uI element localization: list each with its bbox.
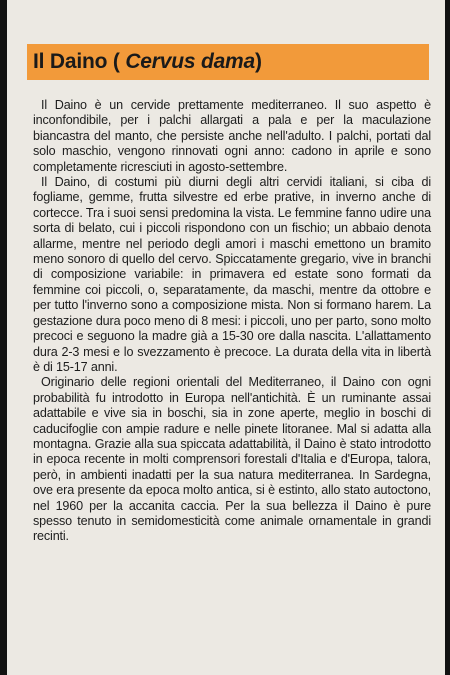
paragraph-behavior: Il Daino, di costumi più diurni degli altri cervidi italiani, si ciba di fogliame, gemme, frutta silvestre ed erbe prative, in inverno anche di cortecce. Tra i suoi sensi predomina la vista. Le femmine fanno udire una sorta di belato, cui i piccoli rispondono con un fischio; un abbaio denota allarme, mentre nel periodo degli amori i maschi emettono un bramito meno sonoro di quello del cervo. Spiccatamente gregario, vive in branchi di composizione variabile: in primavera ed estate sono formati da femmine coi piccoli, o, separatamente, da maschi, mentre da ottobre e per tutto l'inverno sono a composizione mista. Non si formano harem. La gestazione dura poco meno di 8 mesi: i piccoli, uno per parto, sono molto precoci e seguono la madre già a 15-30 ore dalla nascita. L'allattamento dura 2-3 mesi e lo svezzamento è precoce. La durata della vita in libertà è di 15-17 anni. [33, 175, 431, 374]
title-bar [27, 44, 429, 80]
title-common-name: Il Daino ( [33, 50, 126, 73]
title-scientific-name: Cervus dama [125, 50, 256, 73]
page-title [33, 50, 262, 74]
title-suffix: ) [255, 50, 262, 73]
paragraph-description: Il Daino è un cervide prettamente mediterraneo. Il suo aspetto è inconfondibile, per i palchi allargati a pala e per la maculazione biancastra del manto, che persiste anche nell'adulto. I palchi, portati dal solo maschio, vengono rinnovati ogni anno: cadono in aprile e sono completamente ricresciuti in agosto-settembre. [33, 98, 431, 174]
paragraph-distribution: Originario delle regioni orientali del Mediterraneo, il Daino con ogni probabilità fu introdotto in Europa nell'antichità. È un ruminante assai adattabile e vive sia in boschi, sia in zone aperte, meglio in boschi di caducifoglie con ampie radure e nelle pinete litoranee. Mal si adatta alla montagna. Grazie alla sua spiccata adattabilità, il Daino è stato introdotto in epoca recente in molti comprensori forestali d'Italia e d'Europa, talora, però, in ambienti inadatti per la sua natura mediterranea. In Sardegna, ove era presente da epoca molto antica, si è estinto, allo stato autoctono, nel 1960 per la accanita caccia. Per la sua bellezza il Daino è pure spesso tenuto in semidomesticità come animale ornamentale in grandi recinti. [33, 375, 431, 544]
body-text [33, 98, 431, 545]
info-panel [7, 0, 445, 675]
